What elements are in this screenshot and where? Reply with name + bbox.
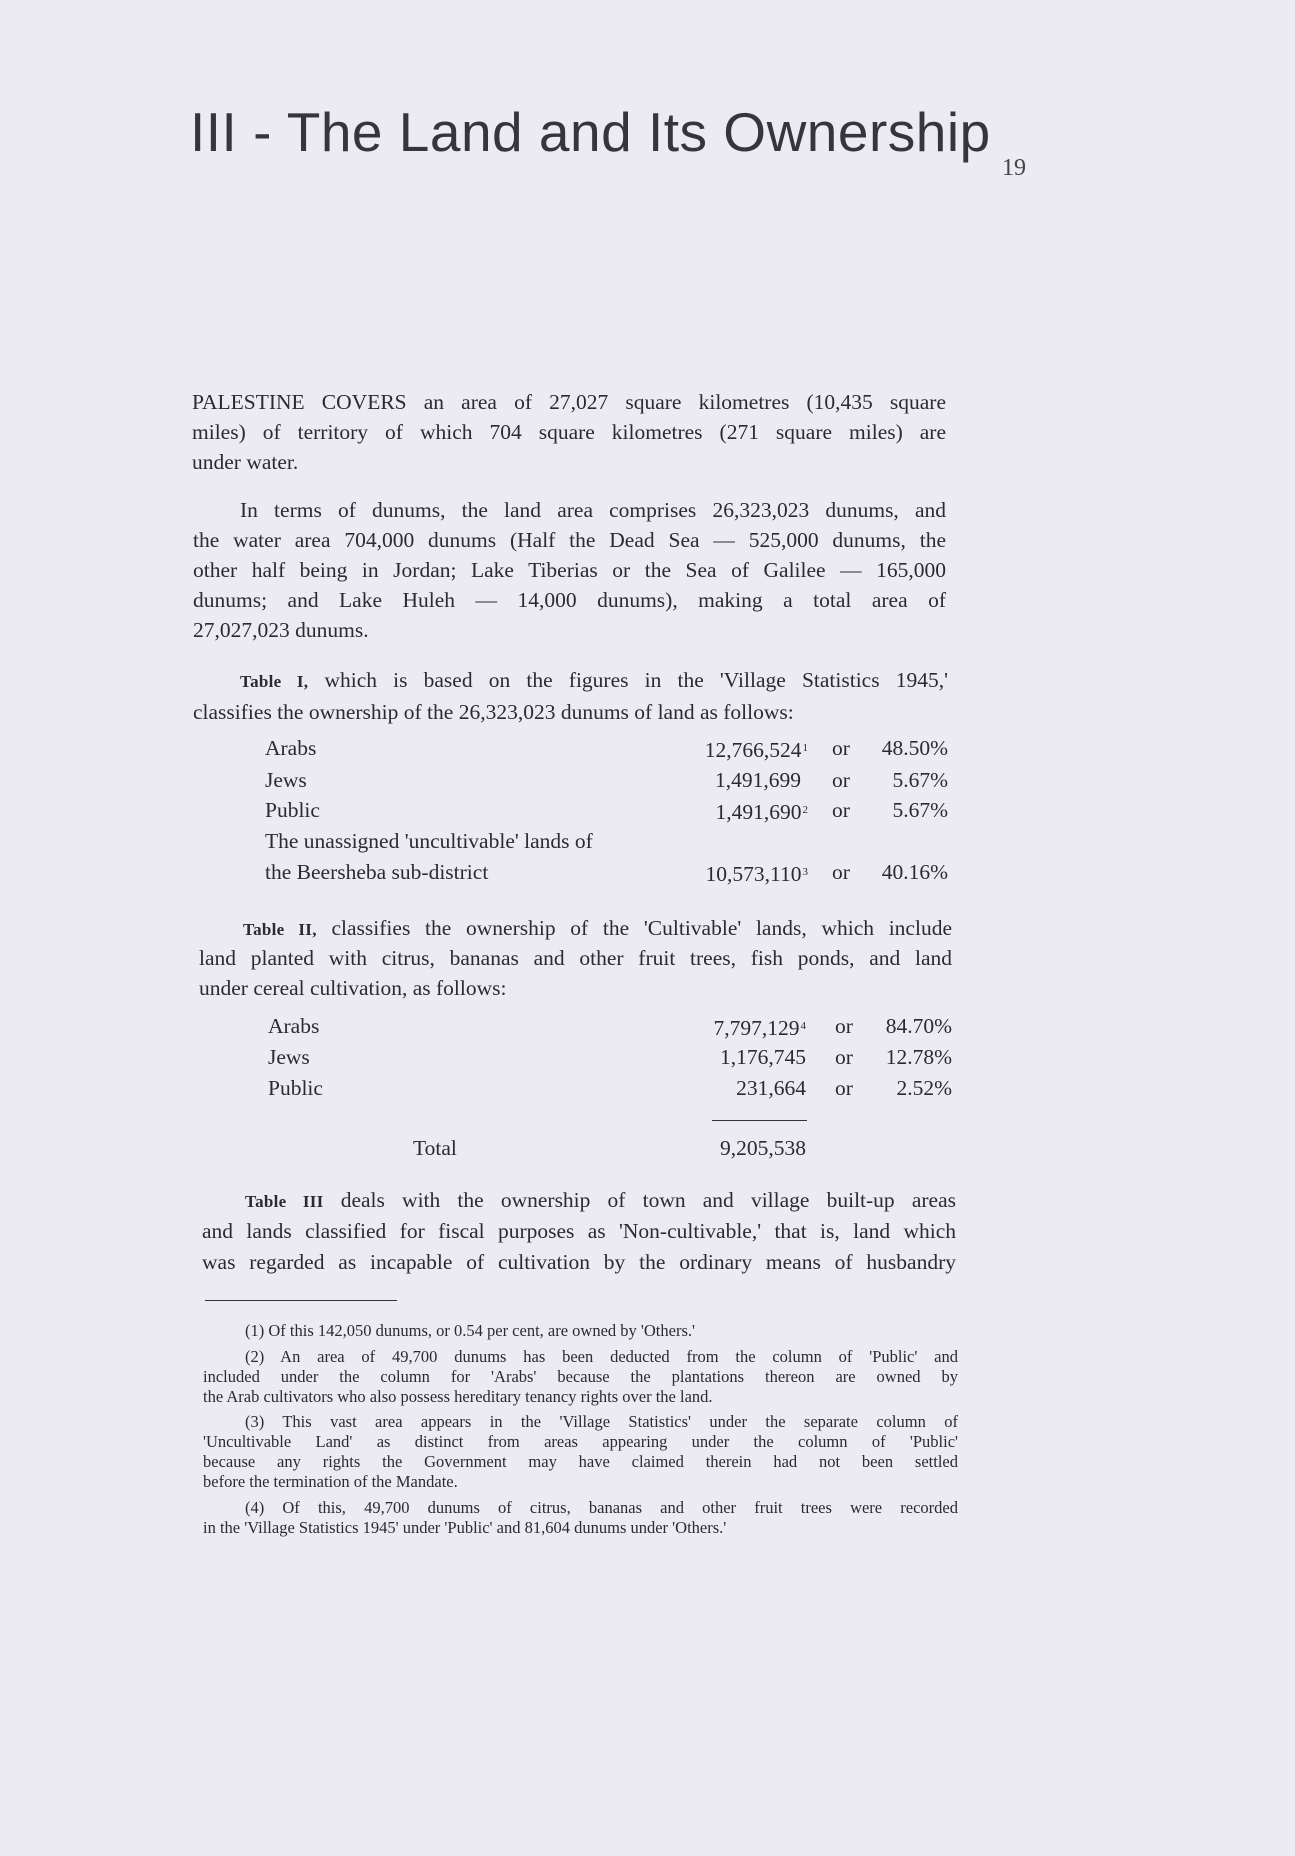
row-label: The unassigned 'uncultivable' lands of: [265, 829, 593, 853]
paragraph-line: and lands classified for fiscal purposes as 'Non-cultivable,' that is, land which: [202, 1219, 956, 1243]
row-or: or: [832, 768, 850, 792]
footnote-3-line: because any rights the Government may have claimed therein had not been settled: [203, 1452, 958, 1471]
row-value: 10,573,110$^3$: [705, 862, 808, 886]
footnote-4-line: in the 'Village Statistics 1945' under 'Public' and 81,604 dunums under 'Others.': [203, 1518, 727, 1537]
paragraph-line: [240, 667, 948, 693]
footnote-2: (2) An area of 49,700 dunums has been deducted from the column of 'Public' and: [245, 1347, 958, 1366]
row-value: 12,766,524$^1$: [704, 738, 808, 762]
footnote-2-line: the Arab cultivators who also possess hereditary tenancy rights over the land.: [203, 1387, 713, 1406]
text: classifies the ownership of the 'Cultivable' lands, which include: [316, 916, 952, 940]
total-label: Total: [413, 1136, 457, 1160]
row-or: or: [832, 798, 850, 822]
row-label: Public: [268, 1076, 323, 1100]
page-number: 19: [1002, 155, 1026, 181]
table-ref: Table II,: [243, 920, 317, 939]
row-or: or: [832, 860, 850, 884]
row-label: Public: [265, 798, 320, 822]
table-ref: Table I,: [240, 672, 309, 691]
row-or: or: [835, 1014, 853, 1038]
paragraph-line: under water.: [192, 450, 299, 474]
footnote-1: (1) Of this 142,050 dunums, or 0.54 per cent, are owned by 'Others.': [245, 1321, 695, 1340]
paragraph-line: classifies the ownership of the 26,323,023 dunums of land as follows:: [193, 700, 794, 724]
paragraph-line: was regarded as incapable of cultivation by the ordinary means of husbandry: [202, 1250, 956, 1274]
row-value: 1,176,745: [720, 1045, 806, 1069]
row-label: Jews: [265, 768, 307, 792]
row-pct: 84.70%: [885, 1014, 952, 1038]
row-or: or: [835, 1076, 853, 1100]
paragraph-line: [245, 1187, 956, 1213]
text: deals with the ownership of town and village built-up areas: [323, 1188, 956, 1212]
row-value: 231,664: [736, 1076, 806, 1100]
row-pct: 12.78%: [885, 1045, 952, 1069]
footnote-3-line: 'Uncultivable Land' as distinct from areas appearing under the column of 'Public': [203, 1432, 958, 1451]
row-pct: 48.50%: [881, 736, 948, 760]
paragraph-line: under cereal cultivation, as follows:: [199, 976, 507, 1000]
row-value: 1,491,690$^2$: [715, 800, 808, 824]
paragraph-line: dunums; and Lake Huleh — 14,000 dunums), making a total area of: [193, 588, 946, 612]
row-label: the Beersheba sub-district: [265, 860, 489, 884]
row-pct: 5.67%: [892, 768, 948, 792]
paragraph-line: PALESTINE COVERS an area of 27,027 square kilometres (10,435 square: [192, 390, 946, 414]
paragraph-line: 27,027,023 dunums.: [193, 618, 369, 642]
row-label: Arabs: [268, 1014, 320, 1038]
total-rule: [712, 1120, 807, 1121]
paragraph-line: land planted with citrus, bananas and other fruit trees, fish ponds, and land: [199, 946, 952, 970]
paragraph-line: [243, 915, 952, 941]
row-value: 7,797,129$^4$: [713, 1016, 806, 1040]
chapter-title: III - The Land and Its Ownership: [190, 101, 991, 163]
paragraph-line: miles) of territory of which 704 square kilometres (271 square miles) are: [192, 420, 946, 444]
footnote-2-line: included under the column for 'Arabs' because the plantations thereon are owned by: [203, 1367, 958, 1386]
row-label: Arabs: [265, 736, 317, 760]
paragraph-line: the water area 704,000 dunums (Half the Dead Sea — 525,000 dunums, the: [193, 528, 946, 552]
footnote-3: (3) This vast area appears in the 'Village Statistics' under the separate column of: [245, 1412, 958, 1431]
footnote-3-line: before the termination of the Mandate.: [203, 1472, 458, 1491]
footnote-rule: [205, 1300, 397, 1301]
paragraph-line: other half being in Jordan; Lake Tiberias or the Sea of Galilee — 165,000: [193, 558, 946, 582]
row-pct: 40.16%: [881, 860, 948, 884]
total-value: 9,205,538: [720, 1136, 806, 1160]
row-or: or: [832, 736, 850, 760]
table-ref: Table III: [245, 1192, 324, 1211]
row-label: Jews: [268, 1045, 310, 1069]
row-value: 1,491,699: [715, 768, 801, 792]
paragraph-line: In terms of dunums, the land area comprises 26,323,023 dunums, and: [240, 498, 946, 522]
footnote-4: (4) Of this, 49,700 dunums of citrus, bananas and other fruit trees were recorded: [245, 1498, 958, 1517]
text: which is based on the figures in the 'Village Statistics 1945,': [308, 668, 948, 692]
row-pct: 2.52%: [896, 1076, 952, 1100]
row-or: or: [835, 1045, 853, 1069]
row-pct: 5.67%: [892, 798, 948, 822]
